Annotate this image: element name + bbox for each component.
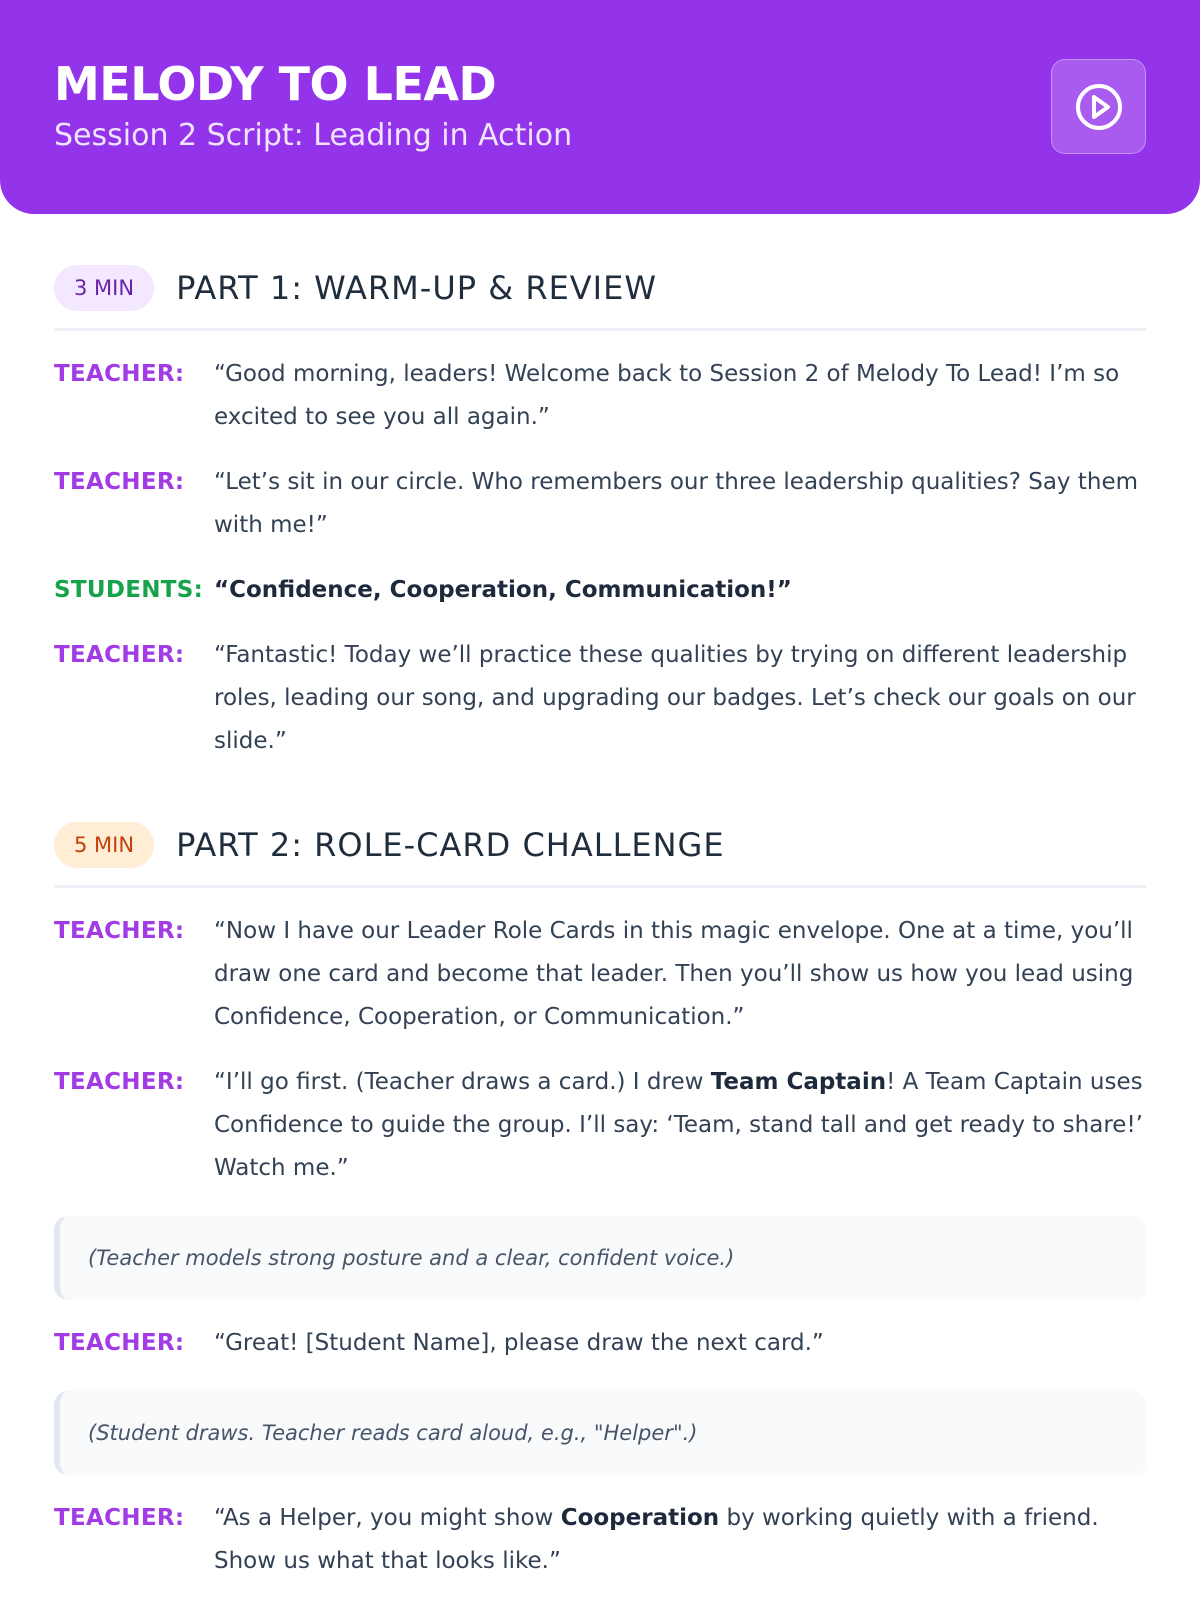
dialogue-line	[54, 1061, 1147, 1190]
section-title: PART 1: WARM-UP & REVIEW	[176, 269, 657, 307]
time-badge: 5 MIN	[54, 822, 154, 868]
speech-text	[214, 1497, 1147, 1583]
dialogue-line	[54, 353, 1147, 439]
speech-segment: “As a Helper, you might show	[214, 1505, 561, 1531]
role-name: Team Captain	[710, 1069, 887, 1095]
app-title: MELODY TO LEAD	[54, 57, 497, 111]
speaker-label: TEACHER:	[54, 918, 185, 944]
speech-segment: by working quietly with a friend. Show us what that looks like.”	[214, 1505, 1099, 1574]
play-button[interactable]	[1051, 59, 1146, 154]
speech-text	[214, 1061, 1147, 1190]
header-banner	[0, 0, 1200, 214]
speaker-label: TEACHER:	[54, 361, 185, 387]
speaker-label: TEACHER:	[54, 1505, 185, 1531]
speech-text: “Fantastic! Today we’ll practice these qualities by trying on different leadership roles, leading our song, and upgrading our badges. Let’s check our goals on our slide.”	[214, 642, 1136, 754]
play-circle-icon	[1074, 82, 1124, 132]
speaker-label: TEACHER:	[54, 1330, 185, 1356]
stage-direction: (Student draws. Teacher reads card aloud, e.g., "Helper".)	[54, 1391, 1147, 1475]
stage-direction: (Teacher models strong posture and a clear, confident voice.)	[54, 1216, 1147, 1300]
script-content	[54, 262, 1147, 1583]
speech-segment: “I’ll go first. (Teacher draws a card.) I drew	[214, 1069, 711, 1095]
speaker-label: STUDENTS:	[54, 577, 204, 603]
part-2-section	[54, 819, 1147, 1583]
speech-text: “Confidence, Cooperation, Communication!”	[214, 577, 792, 603]
dialogue-line	[54, 569, 1147, 612]
dialogue-line	[54, 634, 1147, 763]
speaker-label: TEACHER:	[54, 469, 185, 495]
speaker-label: TEACHER:	[54, 642, 185, 668]
dialogue-line	[54, 1322, 1147, 1365]
section-header	[54, 262, 1147, 331]
speech-text: “Great! [Student Name], please draw the next card.”	[214, 1330, 824, 1356]
dialogue-line	[54, 910, 1147, 1039]
speech-text: “Let’s sit in our circle. Who remembers our three leadership qualities? Say them with me!”	[214, 469, 1138, 538]
speech-text: “Now I have our Leader Role Cards in this magic envelope. One at a time, you’ll draw one card and become that leader. Then you’ll show us how you lead using Confidence, Cooperation, or Communication.”	[214, 918, 1134, 1030]
section-header	[54, 819, 1147, 888]
session-subtitle: Session 2 Script: Leading in Action	[54, 118, 573, 153]
speech-segment: ! A Team Captain uses Confidence to guide the group. I’ll say: ‘Team, stand tall and get ready to share!’ Watch me.”	[214, 1069, 1143, 1181]
dialogue-line	[54, 461, 1147, 547]
section-spacer	[54, 763, 1147, 819]
dialogue-line	[54, 1497, 1147, 1583]
part-1-section	[54, 262, 1147, 763]
quality-name: Cooperation	[560, 1505, 720, 1531]
section-title: PART 2: ROLE-CARD CHALLENGE	[176, 826, 725, 864]
time-badge: 3 MIN	[54, 265, 154, 311]
speech-text: “Good morning, leaders! Welcome back to Session 2 of Melody To Lead! I’m so excited to see you all again.”	[214, 361, 1120, 430]
speaker-label: TEACHER:	[54, 1069, 185, 1095]
